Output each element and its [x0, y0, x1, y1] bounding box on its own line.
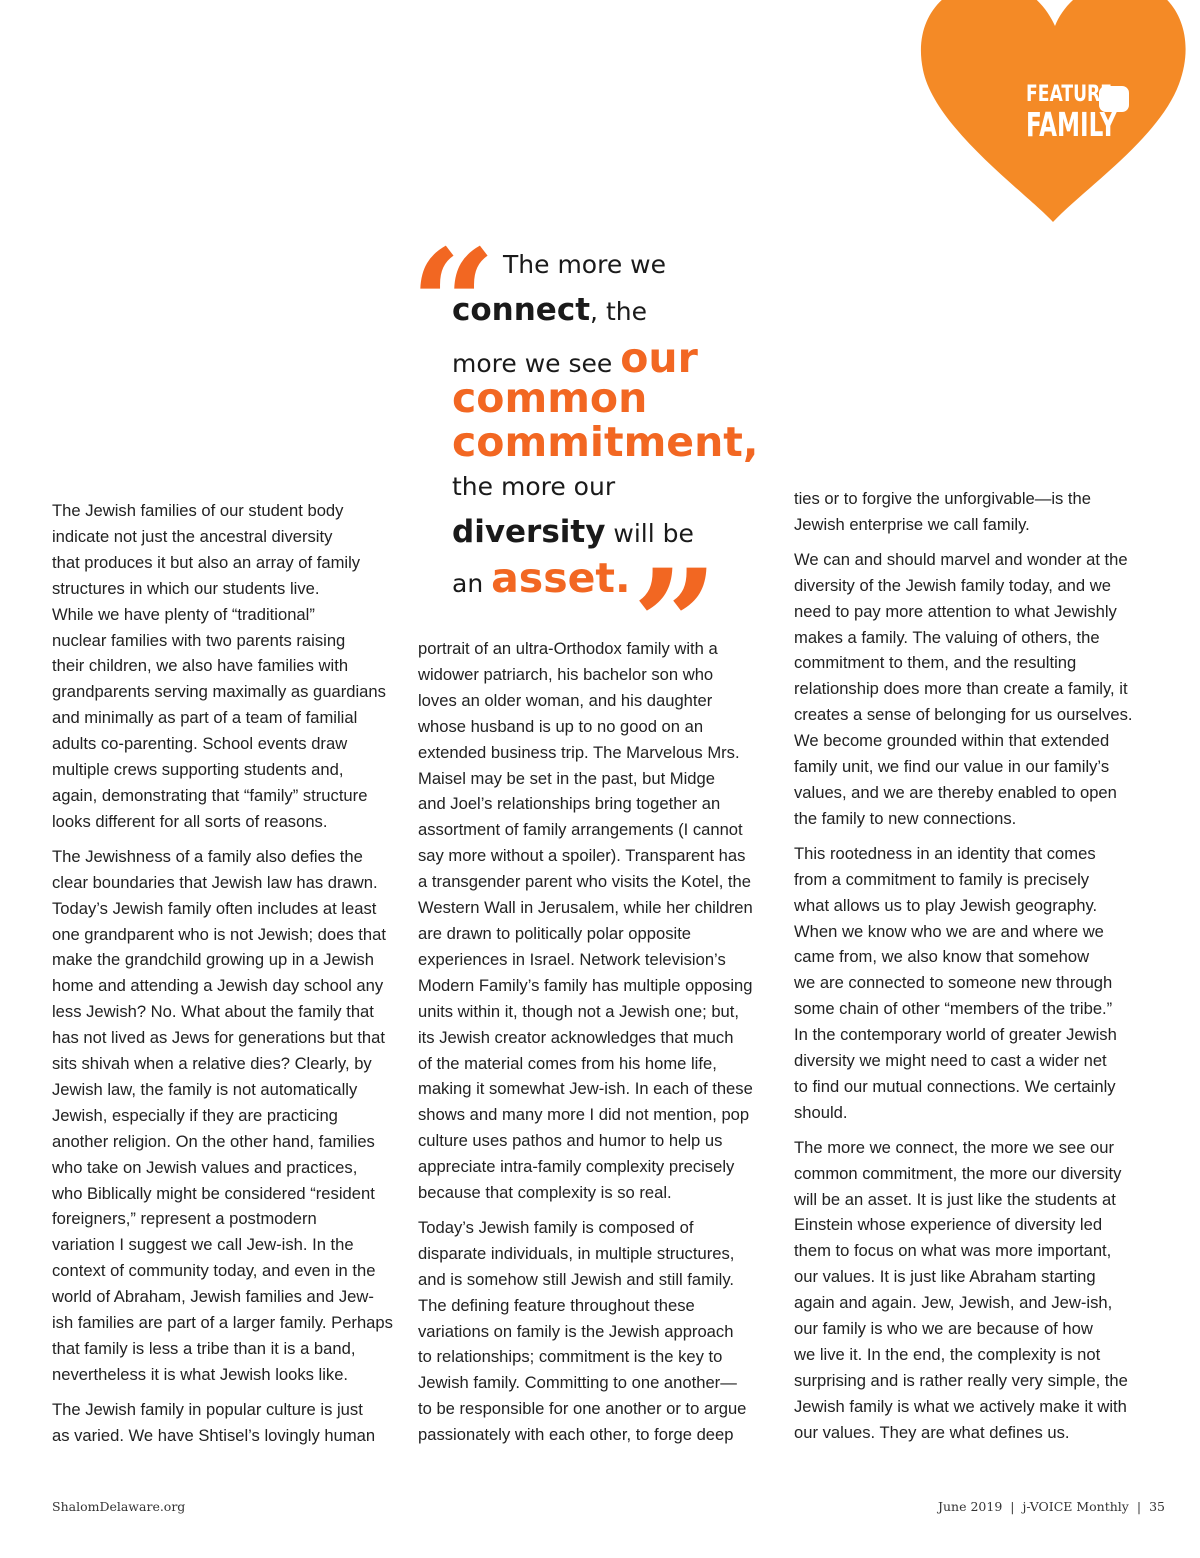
text-column-3: [794, 486, 1144, 1455]
text-line: widower patriarch, his bachelor son who: [418, 664, 714, 684]
text-line: Today’s Jewish family often includes at least: [52, 898, 377, 918]
text-line: clear boundaries that Jewish law has drawn.: [52, 872, 378, 892]
text-line: units within it, though not a Jewish one; but,: [418, 1001, 740, 1021]
text-line: portrait of an ultra-Orthodox family with a: [418, 639, 718, 658]
text-line: and is somehow still Jewish and still family.: [418, 1269, 735, 1289]
text-line: adults co-parenting. School events draw: [52, 734, 348, 754]
section-tag-line1: FEATURE: [1026, 82, 1112, 107]
text-line: what allows us to play Jewish geography.: [794, 895, 1098, 915]
text-column-2: [418, 636, 768, 1457]
text-line: we are connected to someone new through: [794, 973, 1113, 993]
text-line: making it somewhat Jew-ish. In each of these: [418, 1079, 753, 1099]
text-line: our values. They are what defines us.: [794, 1422, 1070, 1442]
text-line: its Jewish creator acknowledges that much: [418, 1027, 734, 1047]
quote-diversity: diversity: [452, 514, 606, 550]
text-line: ish families are part of a larger family. Perhaps: [52, 1313, 393, 1333]
text-line: again, demonstrating that “family” structure: [52, 785, 368, 805]
quote-line-8: [452, 554, 631, 602]
quote-the: , the: [590, 297, 647, 326]
text-line: values, and we are thereby enabled to open: [794, 782, 1117, 802]
text-line: make the grandchild growing up in a Jewish: [52, 950, 374, 970]
text-line: passionately with each other, to forge deep: [418, 1425, 734, 1445]
footer-date: June 2019: [938, 1499, 1003, 1514]
quote-line-4: common: [452, 374, 648, 422]
text-line: variations on family is the Jewish approach: [418, 1321, 734, 1341]
text-line: the family to new connections.: [794, 808, 1017, 828]
footer-separator: |: [1010, 1499, 1015, 1514]
paragraph: [794, 547, 1144, 832]
footer-info: [938, 1499, 1165, 1514]
quote-asset: asset.: [491, 554, 631, 602]
text-line: them to focus on what was more important,: [794, 1241, 1112, 1261]
text-line: to be responsible for one another or to argue: [418, 1399, 747, 1419]
text-line: family unit, we find our value in our family’s: [794, 757, 1110, 777]
text-line: to find our mutual connections. We certainly: [794, 1076, 1116, 1096]
text-line: will be an asset. It is just like the students at: [794, 1189, 1116, 1209]
text-line: a transgender parent who visits the Kotel, the: [418, 872, 751, 892]
text-line: need to pay more attention to what Jewishly: [794, 601, 1117, 621]
text-line: our family is who we are because of how: [794, 1319, 1093, 1339]
text-line: common commitment, the more our diversity: [794, 1163, 1122, 1183]
quote-line-6: the more our: [452, 472, 616, 501]
text-line: nevertheless it is what Jewish looks like.: [52, 1364, 349, 1384]
section-tag: [1026, 82, 1155, 144]
text-line: creates a sense of belonging for us ourselves.: [794, 705, 1133, 725]
text-line: their children, we also have families with: [52, 656, 349, 676]
section-tag-line2: FAMILY: [1026, 105, 1117, 144]
text-line: appreciate intra-family complexity precisely: [418, 1157, 735, 1177]
text-line: Jewish law, the family is not automatically: [52, 1079, 358, 1099]
footer-website: ShalomDelaware.org: [52, 1499, 186, 1514]
quote-an: an: [452, 569, 492, 598]
text-line: should.: [794, 1102, 848, 1122]
text-line: world of Abraham, Jewish families and Jew-: [52, 1287, 374, 1307]
text-line: indicate not just the ancestral diversity: [52, 526, 333, 546]
quote-more-we-see: more we see: [452, 349, 621, 378]
text-line: another religion. On the other hand, families: [52, 1131, 375, 1151]
text-line: loves an older woman, and his daughter: [418, 690, 713, 710]
text-line: Jewish enterprise we call family.: [794, 514, 1030, 534]
text-line: one grandparent who is not Jewish; does that: [52, 924, 386, 944]
text-line: structures in which our students live.: [52, 578, 320, 598]
text-line: makes a family. The valuing of others, the: [794, 627, 1100, 647]
text-line: we live it. In the end, the complexity is not: [794, 1345, 1101, 1364]
text-line: Today’s Jewish family is composed of: [418, 1217, 694, 1237]
text-line: The defining feature throughout these: [418, 1295, 695, 1315]
text-line: who Biblically might be considered “resident: [52, 1183, 375, 1203]
footer-separator: |: [1136, 1499, 1142, 1514]
text-line: We become grounded within that extended: [794, 731, 1110, 751]
text-line: say more without a spoiler). Transparent has: [418, 846, 746, 866]
open-quote-mark: “: [410, 217, 475, 393]
text-line: as varied. We have Shtisel’s lovingly human: [52, 1425, 376, 1445]
paragraph: [794, 841, 1144, 1126]
text-line: multiple crews supporting students and,: [52, 760, 344, 780]
footer-publication: j-VOICE Monthly: [1022, 1499, 1129, 1514]
text-line: Modern Family’s family has multiple opposing: [418, 975, 753, 995]
text-line: Jewish, especially if they are practicing: [52, 1105, 338, 1125]
text-line: came from, we also know that somehow: [794, 947, 1090, 967]
text-line: from a commitment to family is precisely: [794, 869, 1090, 889]
text-line: surprising and is rather really very simple, the: [794, 1370, 1128, 1390]
text-line: extended business trip. The Marvelous Mrs.: [418, 742, 740, 762]
text-line: ties or to forgive the unforgivable—is the: [794, 489, 1092, 508]
text-line: home and attending a Jewish day school any: [52, 976, 384, 996]
text-line: and Joel’s relationships bring together an: [418, 794, 721, 814]
text-line: We can and should marvel and wonder at the: [794, 549, 1128, 569]
text-line: experiences in Israel. Network television’s: [418, 949, 726, 969]
text-line: The Jewishness of a family also defies the: [52, 846, 363, 866]
text-line: relationship does more than create a family, it: [794, 679, 1128, 699]
text-line: This rootedness in an identity that comes: [794, 843, 1096, 863]
text-line: that produces it but also an array of family: [52, 552, 361, 572]
text-line: sits shivah when a relative dies? Clearly, by: [52, 1054, 372, 1074]
text-line: assortment of family arrangements (I cannot: [418, 820, 743, 840]
footer-page-number: 35: [1149, 1499, 1165, 1514]
text-line: diversity of the Jewish family today, and we: [794, 575, 1111, 595]
text-line: foreigners,” represent a postmodern: [52, 1209, 317, 1229]
text-line: While we have plenty of “traditional”: [52, 604, 315, 624]
text-line: who take on Jewish values and practices,: [52, 1157, 358, 1177]
text-line: The Jewish families of our student body: [52, 501, 344, 520]
text-line: because that complexity is so real.: [418, 1183, 672, 1203]
quote-will-be: will be: [605, 519, 694, 548]
text-line: that family is less a tribe than it is a band,: [52, 1339, 356, 1358]
close-quote-mark: ”: [632, 537, 697, 713]
text-line: Jewish family is what we actively make it with: [794, 1396, 1127, 1416]
text-line: are drawn to politically polar opposite: [418, 923, 692, 943]
text-line: again and again. Jew, Jewish, and Jew-ish,: [794, 1293, 1113, 1313]
text-line: culture uses pathos and humor to help us: [418, 1131, 723, 1151]
text-column-1: [52, 498, 402, 1458]
text-line: nuclear families with two parents raising: [52, 630, 346, 650]
quote-our: our: [620, 334, 698, 382]
text-line: variation I suggest we call Jew-ish. In the: [52, 1235, 354, 1255]
text-line: to relationships; commitment is the key to: [418, 1347, 723, 1367]
text-line: has not lived as Jews for generations but that: [52, 1028, 385, 1048]
text-line: looks different for all sorts of reasons.: [52, 811, 328, 831]
quote-connect: connect: [452, 292, 591, 328]
text-line: disparate individuals, in multiple structures,: [418, 1243, 735, 1263]
text-line: In the contemporary world of greater Jewish: [794, 1025, 1117, 1045]
text-line: some chain of other “members of the tribe.”: [794, 999, 1113, 1019]
quote-line-2: [452, 292, 647, 328]
quote-line-1: The more we: [503, 250, 666, 279]
paragraph: [794, 486, 1144, 538]
text-line: Einstein whose experience of diversity led: [794, 1215, 1103, 1235]
paragraph: [794, 1135, 1144, 1446]
text-line: context of community today, and even in the: [52, 1261, 376, 1281]
text-line: of the material comes from his home life,: [418, 1053, 717, 1073]
text-line: Maisel may be set in the past, but Midge: [418, 768, 715, 788]
text-line: grandparents serving maximally as guardians: [52, 682, 386, 702]
paragraph: [52, 498, 402, 835]
text-line: shows and many more I did not mention, pop: [418, 1105, 750, 1125]
text-line: commitment to them, and the resulting: [794, 653, 1077, 673]
text-line: Western Wall in Jerusalem, while her children: [418, 898, 753, 918]
text-line: whose husband is up to no good on an: [418, 716, 704, 736]
paragraph: [52, 1397, 402, 1449]
text-line: The more we connect, the more we see our: [794, 1137, 1115, 1157]
quote-line-5: commitment,: [452, 418, 759, 466]
text-line: When we know who we are and where we: [794, 921, 1104, 941]
paragraph: [52, 844, 402, 1388]
paragraph: [418, 1215, 768, 1448]
text-line: less Jewish? No. What about the family that: [52, 1002, 374, 1022]
text-line: Jewish family. Committing to one another—: [418, 1373, 737, 1393]
text-line: The Jewish family in popular culture is just: [52, 1399, 363, 1419]
text-line: and minimally as part of a team of familial: [52, 708, 358, 728]
text-line: our values. It is just like Abraham starting: [794, 1267, 1096, 1287]
paragraph: [418, 636, 768, 1206]
text-line: diversity we might need to cast a wider net: [794, 1051, 1107, 1071]
